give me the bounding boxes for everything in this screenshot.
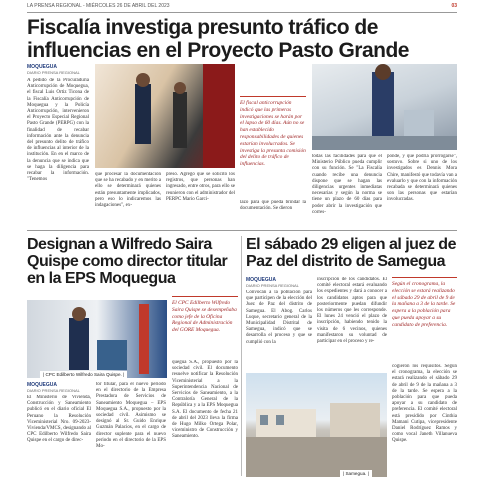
- story2-col2: tor titular, para el nuevo periodo en el directorio de la Empresa Prestadora de Servicios de Saneamiento Moquegua – EPS Moquegua S.A., propuesto por la sociedad civil. Asimismo se designó al Sr. Guido Enrique Guzmán Palacios, en el cargo de director suplente para el nuevo periodo en el directorio de la EPS Mo-: [96, 382, 166, 450]
- story2-source: DIARIO PRENSA REGIONAL: [27, 388, 80, 393]
- story1-col6: ponde, y que podría prorrogarse", sostuvo. Sobre si uno de los investigados es Dennis Mora Chire, manifestó que todavía van a evaluarlo y que con la información recabada se determinará quienes son las personas que estarían involucradas.: [387, 154, 457, 203]
- story3-photo-scene: [246, 373, 387, 477]
- page-header: [27, 3, 457, 11]
- story3-col2: inscripción de los candidatos. El comité electoral estará evaluando los expedientes y dará a conocer a los candidatos aptos para que posteriormente puedan difundir los números que les corresponde. El lunes 24 venció el plazo de inscripción, habiendo tenido la visita de 6 vecinos, quienes manifestaron su voluntad de participar en el proceso y re-: [317, 277, 387, 345]
- story3-col1: Convocan a la población para que participen de la elección del Juez de Paz del distrito de Samegua. El Abog. Carlos Luque, secretario general de la Municipalidad Distrital de Samegua, indicó que se desarrolla el proceso y que se cumplió con la: [246, 290, 312, 345]
- story1-photo-2-figures: [312, 64, 457, 150]
- story1-section: MOQUEGUA: [27, 64, 57, 70]
- story2-photo: [27, 300, 167, 378]
- story1-col3: presó. Agregó que se solicitó los registros, que personas han ingresado, entre otros, para ello se reunieron con el administrador del PERPC Mario Garci-: [166, 172, 235, 202]
- story1-photo-1-figures: [95, 64, 235, 168]
- story3-section: MOQUEGUA: [246, 277, 276, 283]
- story2-col3: quegua S.A., propuesto por la sociedad civil. El documento resuelve notificar la Resolución Viceministerial a la Superintendencia Nacional de Servicios de Saneamiento, a la Contraloría General de la República y a la EPS Moquegua S.A. El documento de fecha 21 de abril del 2023 lleva la firma de Hugo Milko Ortega Polar, viceministro de Construcción y Saneamiento.: [172, 360, 238, 440]
- story3-source: DIARIO PRENSA REGIONAL: [246, 283, 299, 288]
- story1-headline: Fiscalía investiga presunto tráfico de influencias en el Proyecto Pasto Grande: [27, 16, 409, 62]
- header-date: LA PRENSA REGIONAL - MIÉRCOLES 26 DE ABRIL DEL 2023: [27, 3, 170, 9]
- story2-pull-quote: El CPC Edilberto Wilfredo Saira Quispe se desempeñaba como jefe de la Oficina Regional de Administración del GORE Moquegua.: [172, 296, 238, 360]
- story3-photo: [246, 373, 387, 477]
- story1-col1: A pedido de la Procuraduría Anticorrupción de Moquegua, el fiscal Luis Ortiz Ticona de la Fiscalía Anticorrupción de Moquegua y la Policía Anticorrupción, intervenieron el Proyecto Especial Regional Pasto Grande (PERPG) con la finalidad de recabar información ante la denuncia del presunto delito de tráfico de influencias al interior de la institución. En en el marco de la denuncia que se indica que se haga la diligencia para recabar la información. "Tenemos: [27, 78, 89, 183]
- story3-pull-quote: Según el cronograma, la elección se estará realizando el sábado 29 de abril de 9 de la mañana a 3 de la tarde. Se espera a la población para que pueda apoyar a su candidato de preferencia.: [392, 277, 457, 365]
- story1-col4: lazo para que pueda brindar la documentación. Se dieron: [240, 200, 306, 212]
- story1-col2: que procesar la documentación que se ha recabado y en merito a ello se determinará quienes están presuntamente implicados, pero eso lo indicaremos las indagaciones", ex-: [95, 172, 161, 209]
- story3-col3: cogieron los requisitos. Según el cronograma, la elección se estará realizando el sábado 29 de abril de 9 de la mañana a 3 de la tarde. Se espera a la población para que pueda apoyar a su candidato de preferencia. El comité electoral está presidido por Cinthia Mamani Cutipa, vicepresidente Daniel Rodríguez Ramos y como vocal Janeth Villanueva Quispe.: [392, 364, 457, 444]
- story2-photo-caption: | CPC Edilberto Wilfredo Saira Quispe. |: [40, 371, 127, 378]
- story2-photo-figures: [27, 300, 167, 378]
- story2-headline: Designan a Wilfredo Saira Quispe como director titular en la EPS Moquegua: [27, 236, 228, 287]
- column-divider: [241, 236, 242, 476]
- story1-col5: todas las facilidades para que el Ministerio Público pueda cumplir con su función. Se "La Fiscalía cuando recibe una denuncia dispone que se hagan las diligencias urgentes inmediatas necesarias y según la norma se tiene un plazo de 60 días para poder abrir la investigación que corres-: [312, 154, 382, 215]
- story1-source: DIARIO PRENSA REGIONAL: [27, 70, 80, 75]
- header-rule: [27, 12, 457, 13]
- page-number: 03: [451, 3, 457, 9]
- story3-photo-caption: | Samegua. |: [340, 470, 372, 477]
- story1-pull-quote: El fiscal anticorrupción indicó que las primeras investigaciones se harán por el lapso de 60 días. Aún no se han establecido responsabilidades de quienes estarían involucrados. Se investiga la presunta comisión del delito de tráfico de influencias.: [240, 96, 306, 200]
- story2-section: MOQUEGUA: [27, 382, 57, 388]
- story1-photo-2: [312, 64, 457, 150]
- story3-headline: El sábado 29 eligen al juez de Paz del distrito de Samegua: [246, 236, 456, 270]
- story1-photo-1: [95, 64, 235, 168]
- section-rule: [27, 230, 457, 231]
- story2-col1: El Ministerio de Vivienda, Construcción y Saneamiento publicó en el diario oficial El Peruano la Resolución Viceministerial Nro. 09-2023-Vivienda/VMCS, designando al CPC Edilberto Wilfredo Saira Quispe en el cargo de direc-: [27, 395, 91, 444]
